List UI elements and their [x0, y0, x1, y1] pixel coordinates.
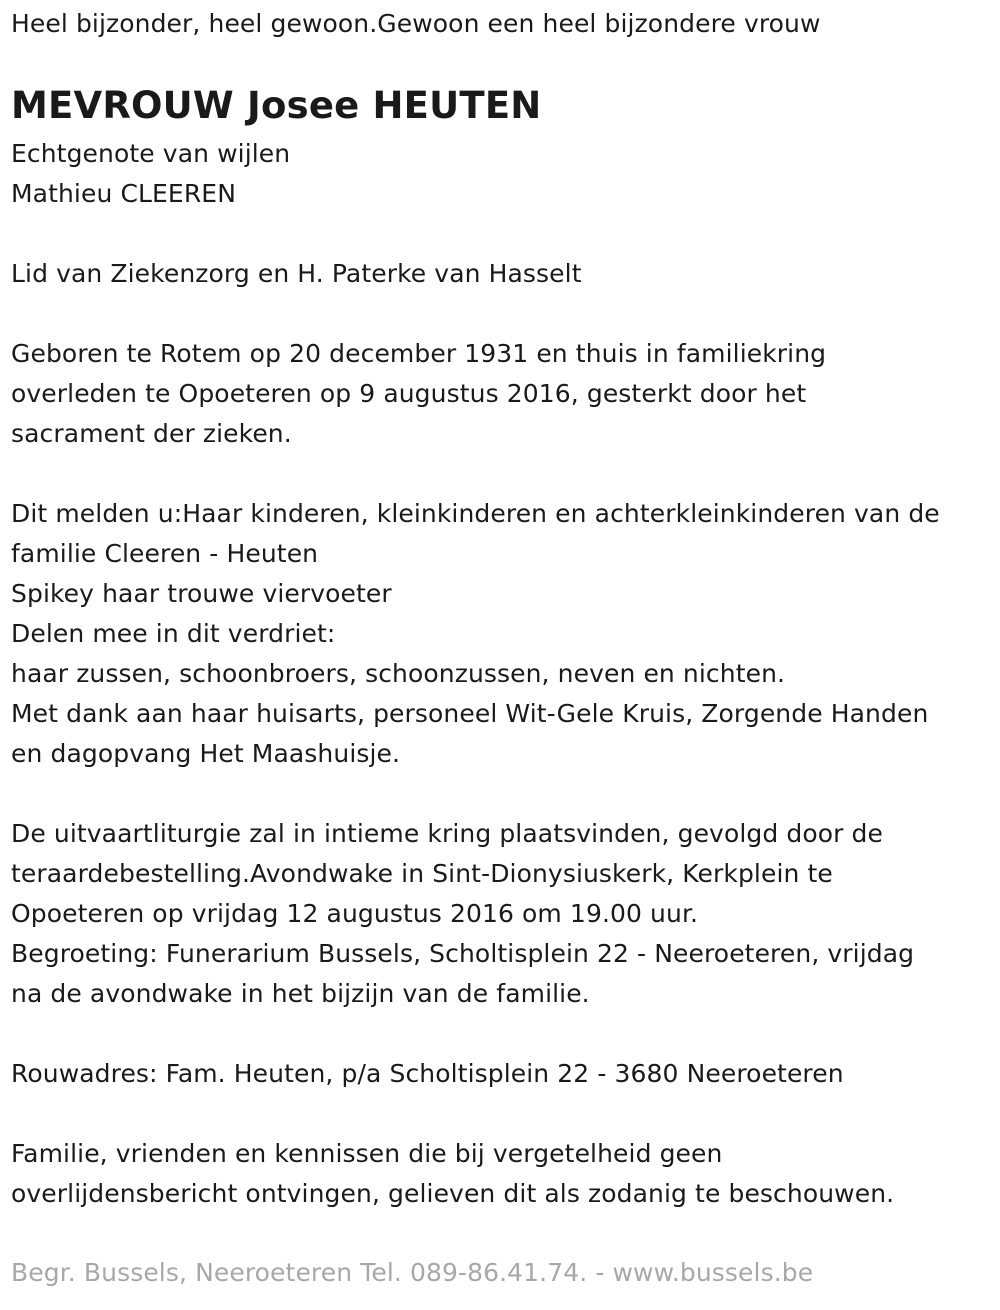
paragraph-line: en dagopvang Het Maashuisje.	[11, 739, 401, 768]
footer-credit: Begr. Bussels, Neeroeteren Tel. 089-86.41.74. - www.bussels.be	[11, 1258, 814, 1287]
paragraph-line: Spikey haar trouwe viervoeter	[11, 579, 392, 608]
paragraph-line: De uitvaartliturgie zal in intieme kring plaatsvinden, gevolgd door de	[11, 819, 884, 848]
membership-block	[11, 254, 582, 294]
paragraph-line: Met dank aan haar huisarts, personeel Wit-Gele Kruis, Zorgende Handen	[11, 699, 929, 728]
paragraph-line: overleden te Opoeteren op 9 augustus 2016, gesterkt door het	[11, 379, 807, 408]
mourning-address: Rouwadres: Fam. Heuten, p/a Scholtisplein 22 - 3680 Neeroeteren	[11, 1059, 844, 1088]
birth-death-paragraph	[11, 334, 826, 454]
motto-text: Heel bijzonder, heel gewoon.Gewoon een heel bijzondere vrouw	[11, 9, 821, 38]
spouse-line: Echtgenote van wijlen	[11, 139, 291, 168]
paragraph-line: haar zussen, schoonbroers, schoonzussen, neven en nichten.	[11, 659, 786, 688]
membership-text: Lid van Ziekenzorg en H. Paterke van Hasselt	[11, 259, 582, 288]
address-block	[11, 1054, 844, 1094]
paragraph-line: Delen mee in dit verdriet:	[11, 619, 336, 648]
paragraph-line: teraardebestelling.Avondwake in Sint-Dionysiuskerk, Kerkplein te	[11, 859, 833, 888]
paragraph-line: Opoeteren op vrijdag 12 augustus 2016 om 19.00 uur.	[11, 899, 699, 928]
paragraph-line: na de avondwake in het bijzijn van de familie.	[11, 979, 590, 1008]
paragraph-line: overlijdensbericht ontvingen, gelieven dit als zodanig te beschouwen.	[11, 1179, 895, 1208]
spouse-block	[11, 134, 290, 214]
paragraph-line: Geboren te Rotem op 20 december 1931 en thuis in familiekring	[11, 339, 827, 368]
deceased-name: MEVROUW Josee HEUTEN	[11, 84, 542, 127]
paragraph-line: Familie, vrienden en kennissen die bij vergetelheid geen	[11, 1139, 723, 1168]
notice-paragraph	[11, 1134, 894, 1214]
paragraph-line: Dit melden u:Haar kinderen, kleinkinderen en achterkleinkinderen van de	[11, 499, 940, 528]
paragraph-line: sacrament der zieken.	[11, 419, 292, 448]
spouse-line: Mathieu CLEEREN	[11, 179, 236, 208]
announcement-paragraph	[11, 494, 940, 774]
paragraph-line: Begroeting: Funerarium Bussels, Scholtisplein 22 - Neeroeteren, vrijdag	[11, 939, 915, 968]
paragraph-line: familie Cleeren - Heuten	[11, 539, 319, 568]
funeral-paragraph	[11, 814, 914, 1014]
